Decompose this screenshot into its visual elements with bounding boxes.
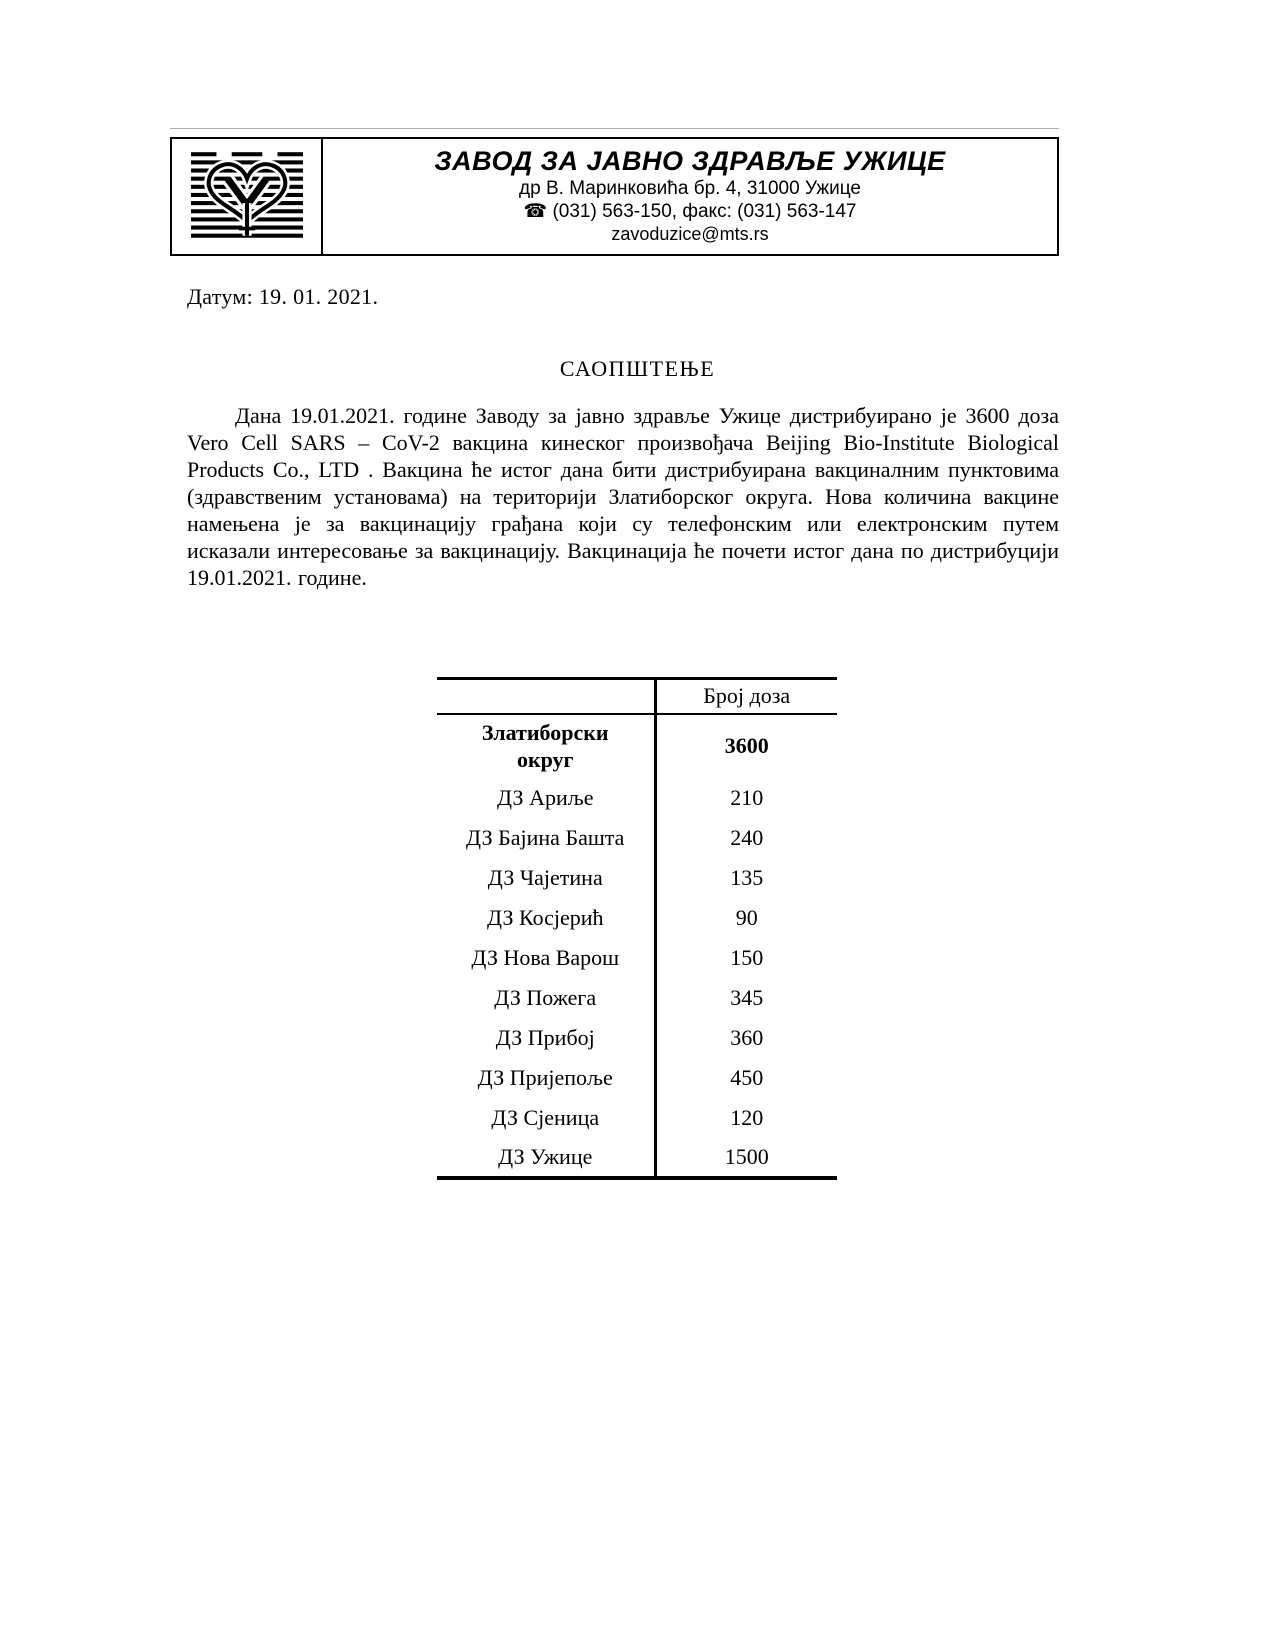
region-name-cell: Златиборски округ bbox=[437, 714, 655, 778]
table-row bbox=[437, 1018, 837, 1058]
date-line: Датум: 19. 01. 2021. bbox=[187, 284, 379, 309]
table-row bbox=[437, 898, 837, 938]
region-name-cell: ДЗ Бајина Башта bbox=[437, 818, 655, 858]
region-name-cell: ДЗ Пријепоље bbox=[437, 1058, 655, 1098]
region-name-cell: ДЗ Прибој bbox=[437, 1018, 655, 1058]
letterhead-info bbox=[323, 139, 1057, 254]
table-row bbox=[437, 858, 837, 898]
doses-value-cell: 1500 bbox=[724, 1143, 769, 1169]
table-row bbox=[437, 978, 837, 1018]
document-title: САОПШТЕЊЕ bbox=[559, 356, 716, 381]
organization-phone bbox=[523, 200, 856, 223]
table-row bbox=[437, 778, 837, 818]
region-name-cell: ДЗ Чајетина bbox=[437, 858, 655, 898]
region-name-cell: ДЗ Косјерић bbox=[437, 898, 655, 938]
region-name-cell: ДЗ Сјеница bbox=[437, 1098, 655, 1138]
logo-cell bbox=[172, 139, 323, 254]
doses-table bbox=[437, 677, 837, 1180]
region-name-cell: ДЗ Пожега bbox=[437, 978, 655, 1018]
institute-logo-icon bbox=[191, 152, 303, 242]
doses-value-cell: 240 bbox=[730, 824, 764, 850]
table-row bbox=[437, 1058, 837, 1098]
doses-column-header: Број доза bbox=[655, 679, 837, 714]
doses-value-cell: 360 bbox=[730, 1024, 764, 1050]
letterhead-box bbox=[170, 137, 1059, 256]
letterhead-top-rule bbox=[170, 128, 1059, 129]
letterhead bbox=[170, 128, 1059, 256]
doses-value-cell: 150 bbox=[730, 944, 764, 970]
region-name-cell: ДЗ Ариље bbox=[437, 778, 655, 818]
table-row bbox=[437, 1098, 837, 1138]
doses-value-cell: 450 bbox=[730, 1064, 764, 1090]
region-column-header bbox=[437, 679, 655, 714]
phone-numbers: (031) 563-150, факс: (031) 563-147 bbox=[552, 201, 857, 222]
organization-name: ЗАВОД ЗА ЈАВНО ЗДРАВЉЕ УЖИЦЕ bbox=[434, 146, 946, 176]
doses-value-cell: 120 bbox=[730, 1104, 764, 1130]
doses-value-cell: 90 bbox=[735, 904, 758, 930]
body-paragraph: Дана 19.01.2021. године Заводу за јавно здравље Ужице дистрибуирано је 3600 доза Vero Cell SARS – CoV-2 вакцина кинеског произвођача Beijing Bio-Institute Biological Products Co., LTD . Вакцина ће истог дана бити дистрибуирана вакциналним пунктовима (здравственим установама) на територији Златиборског округа. Нова количина вакцине намењена је за вакцинацију грађана који су телефонским или електронским путем исказали интересовање за вакцинацију. Вакцинација ће почети истог дана по дистрибуцији 19.01.2021. године. bbox=[187, 403, 1059, 590]
table-row bbox=[437, 1138, 837, 1178]
region-name-cell: ДЗ Нова Варош bbox=[437, 938, 655, 978]
table-row-total bbox=[437, 714, 837, 778]
region-name-cell: ДЗ Ужице bbox=[437, 1138, 655, 1178]
table-row bbox=[437, 818, 837, 858]
phone-icon: ☎ bbox=[523, 200, 548, 222]
doses-value-cell: 135 bbox=[730, 864, 764, 890]
organization-email: zavoduzice@mts.rs bbox=[611, 224, 769, 244]
table-row bbox=[437, 938, 837, 978]
table-header-row bbox=[437, 679, 837, 714]
doses-value-cell: 210 bbox=[730, 784, 764, 810]
organization-address: др В. Маринковића бр. 4, 31000 Ужице bbox=[519, 178, 861, 199]
doses-value-cell: 345 bbox=[730, 984, 764, 1010]
doses-value-cell: 3600 bbox=[724, 733, 769, 758]
